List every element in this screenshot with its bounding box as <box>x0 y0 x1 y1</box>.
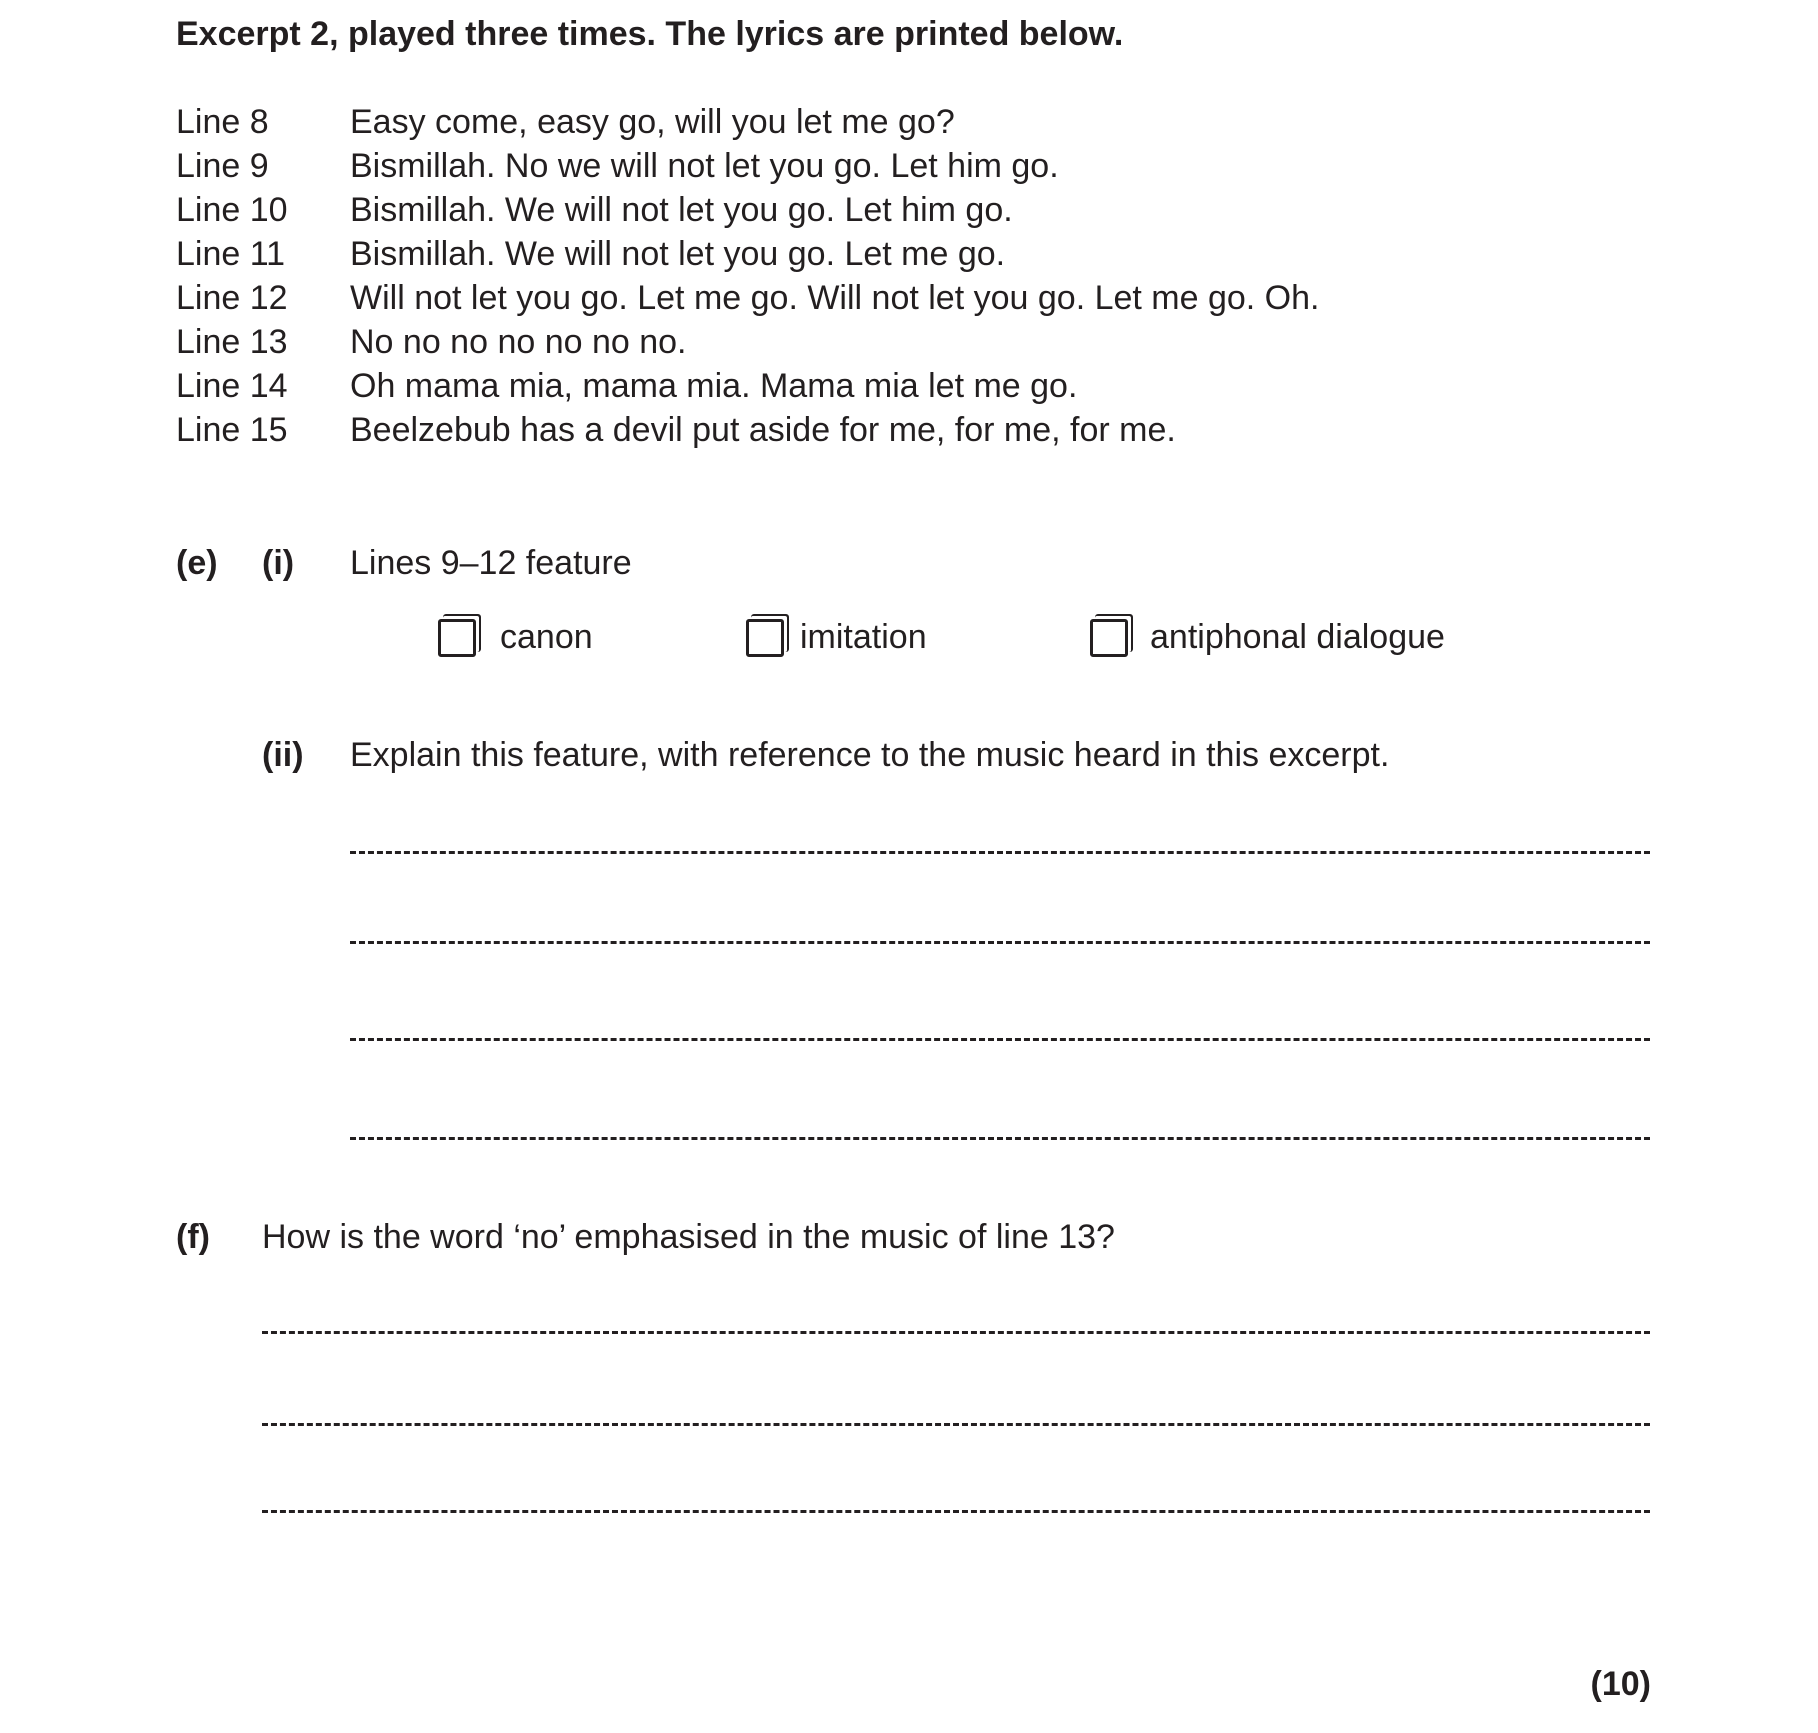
answer-line-e-ii-1[interactable] <box>350 851 1650 854</box>
lyrics-line-text: Bismillah. No we will not let you go. Let him go. <box>350 147 1059 185</box>
lyrics-line-text: Easy come, easy go, will you let me go? <box>350 103 955 141</box>
question-e-ii-label: (ii) <box>262 736 304 774</box>
answer-line-f-3[interactable] <box>262 1510 1650 1513</box>
option-imitation-label: imitation <box>800 618 927 656</box>
answer-line-f-2[interactable] <box>262 1423 1650 1426</box>
lyrics-line-text: Beelzebub has a devil put aside for me, for me, for me. <box>350 411 1176 449</box>
checkbox-antiphonal-dialogue[interactable] <box>1090 619 1128 657</box>
lyrics-line-label: Line 10 <box>176 191 288 229</box>
lyrics-line-label: Line 14 <box>176 367 288 405</box>
lyrics-line-label: Line 15 <box>176 411 288 449</box>
answer-line-e-ii-4[interactable] <box>350 1137 1650 1140</box>
question-e-i-label: (i) <box>262 544 295 582</box>
answer-line-f-1[interactable] <box>262 1331 1650 1334</box>
lyrics-line-text: Oh mama mia, mama mia. Mama mia let me go. <box>350 367 1078 405</box>
answer-line-e-ii-2[interactable] <box>350 941 1650 944</box>
marks-total: (10) <box>1590 1665 1651 1703</box>
question-f-label: (f) <box>176 1218 210 1256</box>
answer-line-e-ii-3[interactable] <box>350 1038 1650 1041</box>
excerpt-heading: Excerpt 2, played three times. The lyrics are printed below. <box>176 15 1124 53</box>
lyrics-line-label: Line 11 <box>176 235 286 273</box>
lyrics-line-text: No no no no no no no. <box>350 323 687 361</box>
lyrics-line-label: Line 12 <box>176 279 288 317</box>
option-canon-label: canon <box>500 618 593 656</box>
lyrics-line-label: Line 9 <box>176 147 269 185</box>
question-e-label: (e) <box>176 544 218 582</box>
option-antiphonal-dialogue-label: antiphonal dialogue <box>1150 618 1445 656</box>
lyrics-line-label: Line 8 <box>176 103 269 141</box>
question-e-i-prompt: Lines 9–12 feature <box>350 544 632 582</box>
lyrics-line-label: Line 13 <box>176 323 288 361</box>
checkbox-imitation[interactable] <box>746 619 784 657</box>
lyrics-line-text: Bismillah. We will not let you go. Let him go. <box>350 191 1013 229</box>
lyrics-line-text: Bismillah. We will not let you go. Let me go. <box>350 235 1006 273</box>
checkbox-canon[interactable] <box>438 619 476 657</box>
question-e-ii-prompt: Explain this feature, with reference to the music heard in this excerpt. <box>350 736 1390 774</box>
lyrics-line-text: Will not let you go. Let me go. Will not let you go. Let me go. Oh. <box>350 279 1320 317</box>
question-f-prompt: How is the word ‘no’ emphasised in the music of line 13? <box>262 1218 1115 1256</box>
